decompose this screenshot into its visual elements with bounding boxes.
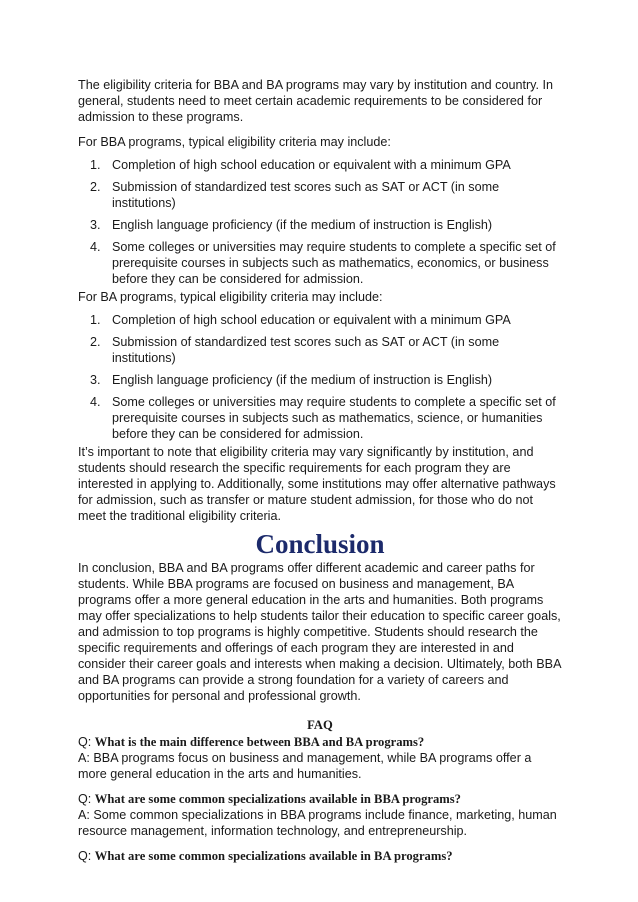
list-item-number: 1. (90, 313, 101, 327)
list-item-number: 1. (90, 158, 101, 172)
faq-answer: A: Some common specializations in BBA programs include finance, marketing, human resource management, information technology, and entrepreneurship. (78, 808, 557, 838)
list-item-text: Completion of high school education or equivalent with a minimum GPA (112, 313, 511, 327)
list-item-number: 2. (90, 335, 101, 349)
list-item-number: 3. (90, 218, 101, 232)
list-item (78, 239, 562, 287)
list-item-text: English language proficiency (if the medium of instruction is English) (112, 218, 493, 232)
list-item-text: Submission of standardized test scores such as SAT or ACT (in some institutions) (112, 180, 500, 210)
faq-heading: FAQ (307, 718, 333, 732)
intro-paragraph: The eligibility criteria for BBA and BA programs may vary by institution and country. In general, students need to meet certain academic requirements to be considered for admission to these programs. (78, 78, 554, 124)
question-text: What are some common specializations available in BA programs? (94, 849, 453, 863)
list-item-text: English language proficiency (if the medium of instruction is English) (112, 373, 493, 387)
eligibility-note-paragraph: It’s important to note that eligibility criteria may vary significantly by institution, and students should research the specific requirements for each program they are interested in applying to. Additionally, some institutions may offer alternative pathways for admission, such as transfer or mature student admission, for those who do not meet the traditional eligibility criteria. (78, 445, 556, 523)
list-item-number: 4. (90, 395, 101, 409)
list-item-number: 4. (90, 240, 101, 254)
ba-criteria-list (78, 312, 562, 442)
bba-criteria-list (78, 157, 562, 287)
question-prefix: Q: (78, 735, 92, 749)
list-item-text: Completion of high school education or equivalent with a minimum GPA (112, 158, 511, 172)
question-text: What is the main difference between BBA and BA programs? (94, 735, 425, 749)
list-item-text: Some colleges or universities may require students to complete a specific set of prerequisite courses in subjects such as mathematics, economics, or business before they can be considered for admission. (112, 240, 556, 286)
list-item (78, 312, 562, 328)
list-item (78, 334, 562, 366)
faq-question (78, 734, 562, 750)
list-item-text: Submission of standardized test scores such as SAT or ACT (in some institutions) (112, 335, 500, 365)
faq-item (78, 848, 562, 864)
question-prefix: Q: (78, 849, 92, 863)
list-item (78, 217, 562, 233)
faq-question (78, 791, 562, 807)
list-item-number: 2. (90, 180, 101, 194)
list-item-text: Some colleges or universities may require students to complete a specific set of prerequisite courses in subjects such as mathematics, science, or humanities before they can be considered for admission. (112, 395, 556, 441)
ba-criteria-lead: For BA programs, typical eligibility criteria may include: (78, 290, 383, 304)
faq-answer: A: BBA programs focus on business and management, while BA programs offer a more general education in the arts and humanities. (78, 751, 532, 781)
list-item-number: 3. (90, 373, 101, 387)
list-item (78, 394, 562, 442)
bba-criteria-lead: For BBA programs, typical eligibility criteria may include: (78, 135, 391, 149)
faq-item (78, 791, 562, 839)
list-item (78, 372, 562, 388)
faq-item (78, 734, 562, 782)
list-item (78, 157, 562, 173)
list-item (78, 179, 562, 211)
conclusion-heading: Conclusion (255, 529, 385, 559)
question-prefix: Q: (78, 792, 92, 806)
document-page (78, 77, 562, 873)
faq-question (78, 848, 562, 864)
question-text: What are some common specializations available in BBA programs? (94, 792, 461, 806)
conclusion-paragraph: In conclusion, BBA and BA programs offer different academic and career paths for students. While BBA programs are focused on business and management, BA programs offer a more general education in the arts and humanities. Both programs may offer specializations to help students tailor their education to specific career goals, and admission to top programs is highly competitive. Students should research the specific requirements and offerings of each program they are interested in and consider their career goals and interests when making a decision. Ultimately, both BBA and BA programs can provide a strong foundation for a variety of careers and opportunities for personal and professional growth. (78, 561, 561, 703)
